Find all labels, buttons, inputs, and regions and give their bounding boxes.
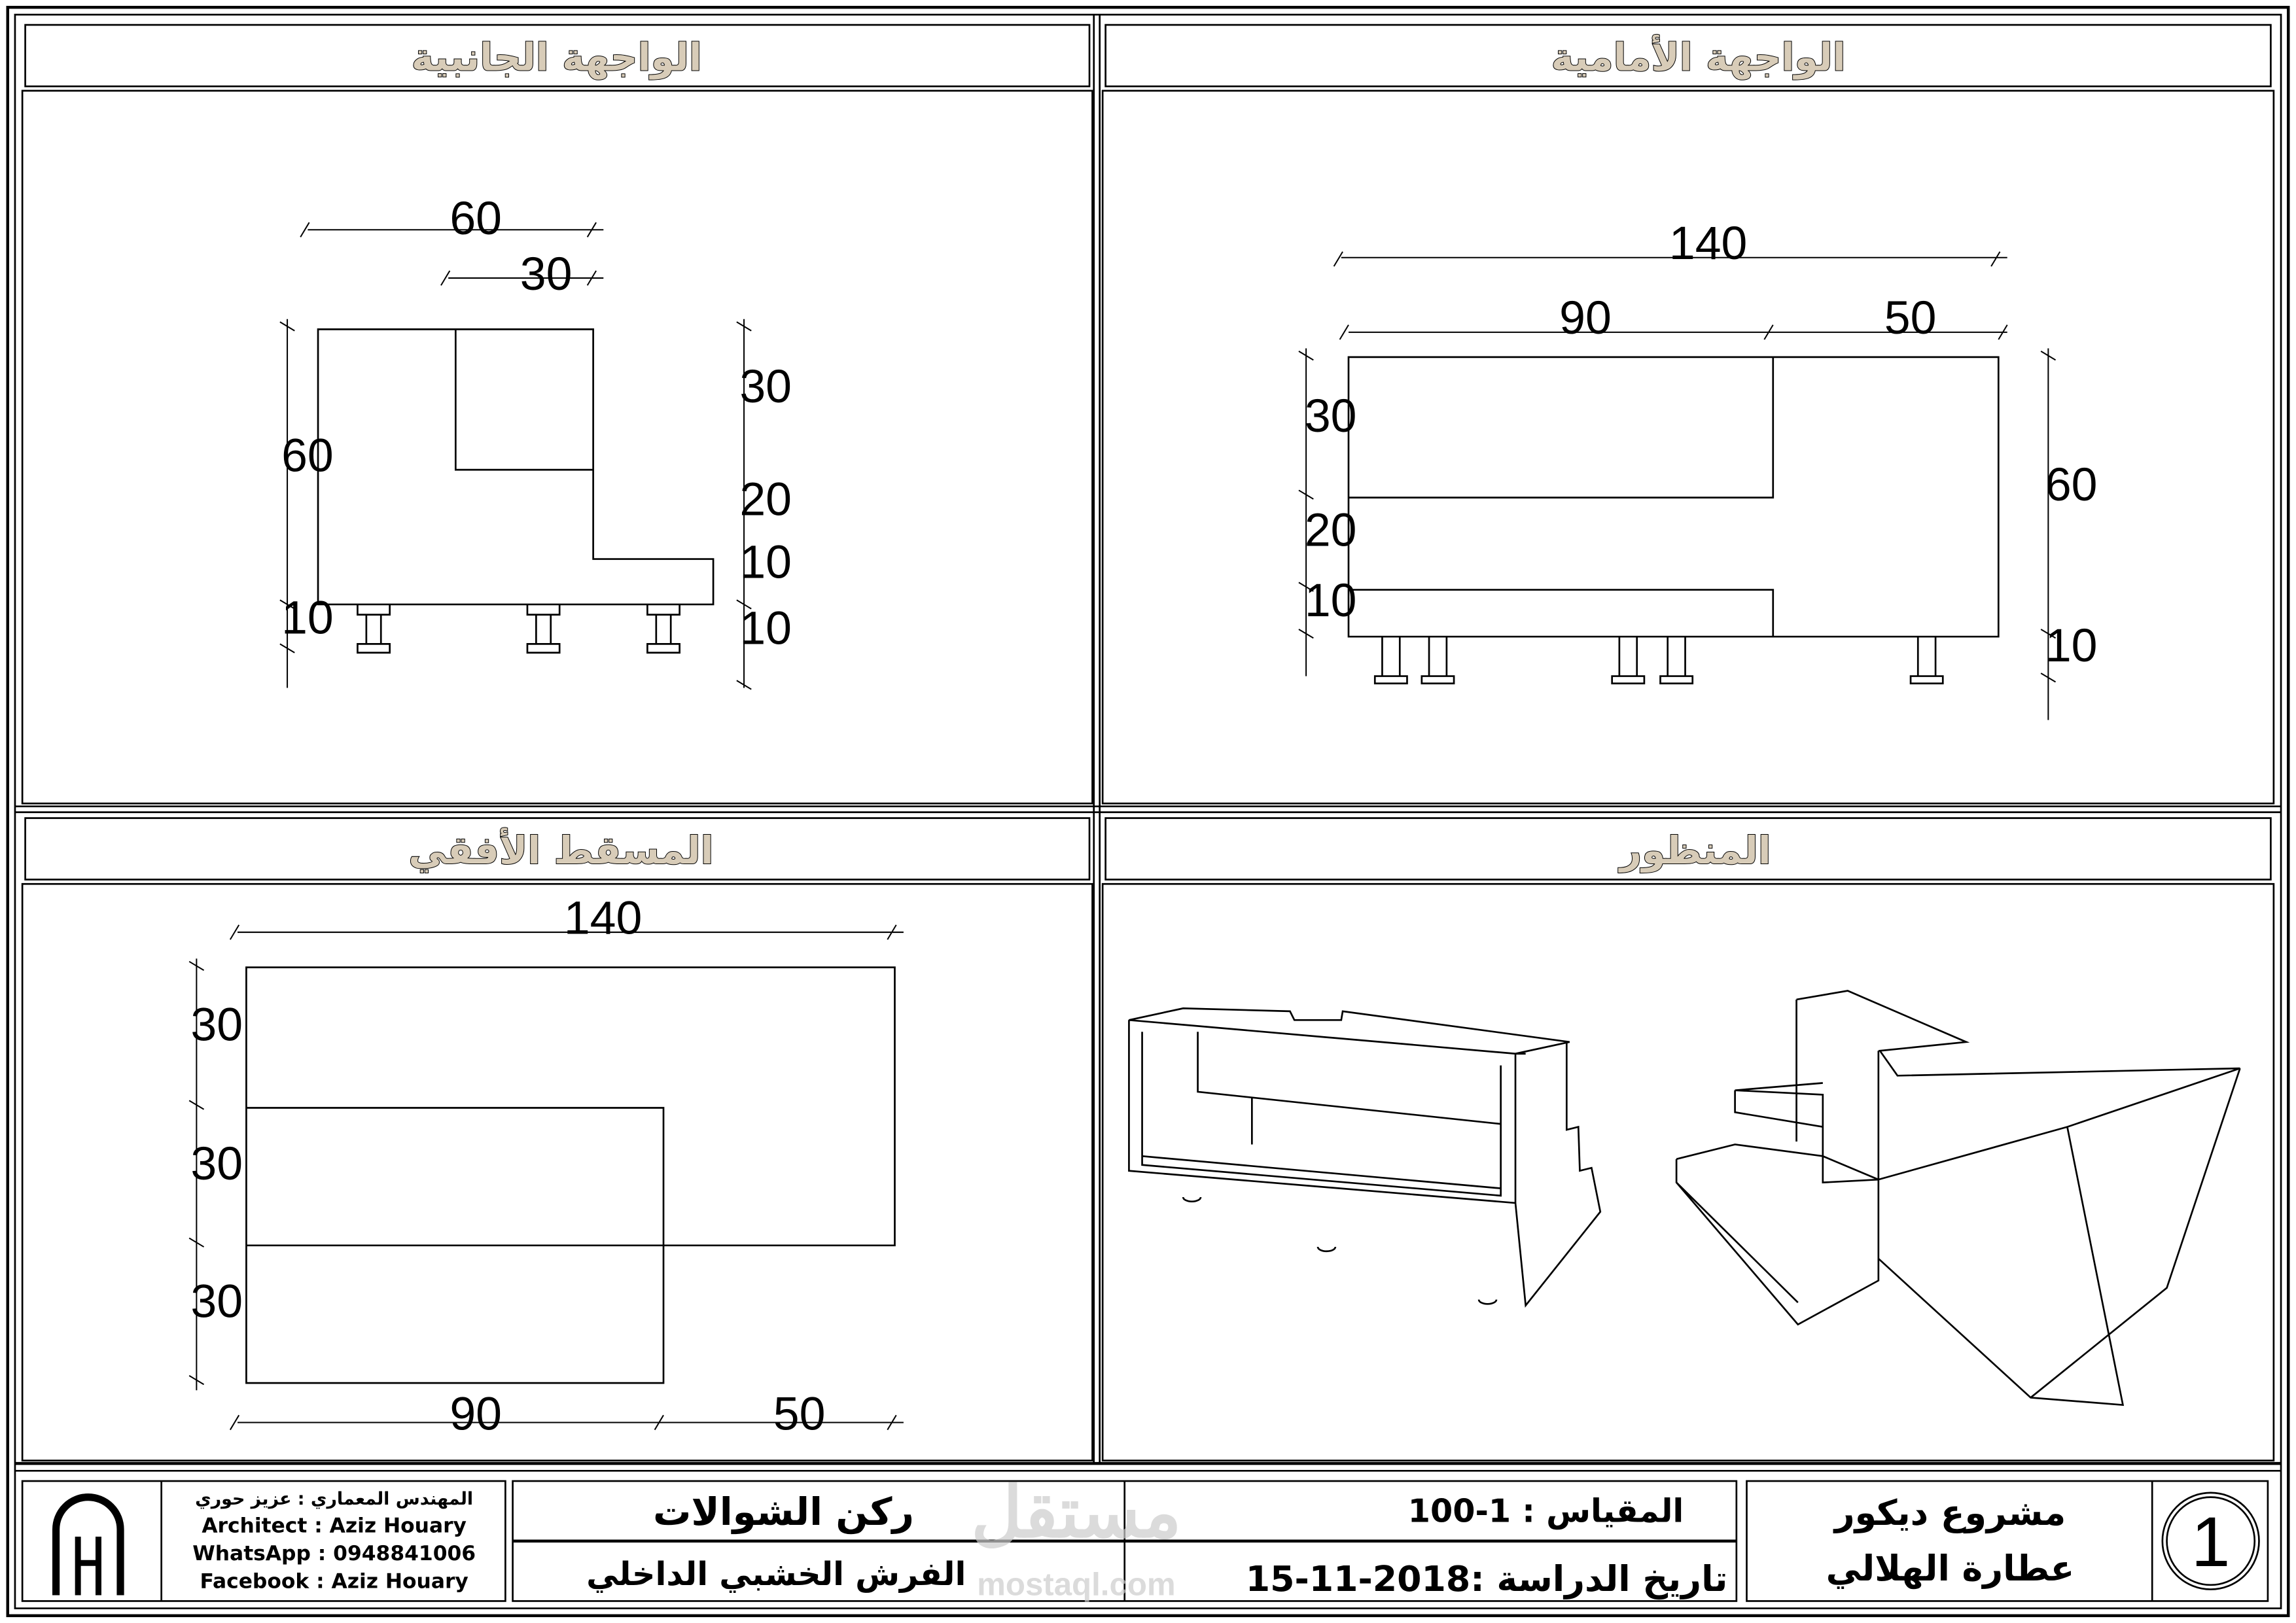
dim-label: 50 bbox=[773, 1387, 826, 1440]
dim-label: 90 bbox=[450, 1387, 503, 1440]
architect-whatsapp: WhatsApp : 0948841006 bbox=[192, 1541, 476, 1565]
perspective-title: المنظور bbox=[1619, 828, 1771, 873]
architect-facebook: Facebook : Aziz Houary bbox=[200, 1569, 468, 1594]
front-elevation-title: الواجهة الأمامية bbox=[1551, 35, 1846, 80]
dim-label: 60 bbox=[2045, 459, 2098, 512]
dim-label: 140 bbox=[1669, 217, 1748, 270]
plan-title: المسقط الأفقي bbox=[408, 828, 714, 873]
title-block bbox=[22, 1473, 2268, 1602]
leg-icon bbox=[357, 604, 679, 653]
dim-label: 10 bbox=[281, 591, 334, 644]
perspective-drawing bbox=[1129, 991, 2240, 1405]
dim-label: 20 bbox=[739, 473, 792, 526]
dim-label: 50 bbox=[1884, 292, 1937, 345]
dim-label: 10 bbox=[739, 536, 792, 589]
architect-logo-icon bbox=[56, 1497, 120, 1596]
dim-label: 140 bbox=[563, 892, 643, 945]
dim-label: 20 bbox=[1304, 504, 1357, 557]
dim-label: 60 bbox=[281, 429, 334, 482]
watermark: mostaql.com bbox=[977, 1566, 1176, 1603]
dim-label: 90 bbox=[1559, 292, 1612, 345]
dim-label: 10 bbox=[739, 602, 792, 655]
dim-label: 30 bbox=[1304, 389, 1357, 442]
scale-label: المقياس : 1-100 bbox=[1407, 1492, 1684, 1530]
dim-label: 30 bbox=[190, 998, 243, 1051]
architect-name-en: Architect : Aziz Houary bbox=[202, 1514, 467, 1538]
project-name-line2: عطارة الهلالي bbox=[1826, 1548, 2075, 1590]
dim-label: 30 bbox=[739, 360, 792, 413]
project-name-line1: مشروع ديكور bbox=[1834, 1492, 2066, 1534]
sheet-frame bbox=[8, 7, 2288, 1616]
dim-label: 30 bbox=[520, 247, 573, 300]
architect-name-ar: المهندس المعماري : عزيز حوري bbox=[195, 1488, 474, 1509]
study-date: تاريخ الدراسة :2018-11-15 bbox=[1245, 1558, 1728, 1599]
side-elevation-title: الواجهة الجانبية bbox=[411, 35, 702, 80]
watermark-ar: مستقل bbox=[971, 1473, 1182, 1552]
dim-label: 30 bbox=[190, 1275, 243, 1328]
dim-label: 10 bbox=[1304, 574, 1357, 627]
sheet-number: 1 bbox=[2191, 1502, 2231, 1581]
drawing-name: ركن الشوالات bbox=[652, 1490, 914, 1535]
plan-drawing bbox=[189, 892, 904, 1440]
leg-icon bbox=[1375, 637, 1943, 684]
dim-label: 30 bbox=[190, 1138, 243, 1191]
side-elevation-drawing bbox=[280, 192, 792, 689]
dim-label: 10 bbox=[2045, 620, 2098, 672]
front-elevation-drawing bbox=[1299, 217, 2098, 720]
drawing-subtitle: الفرش الخشبي الداخلي bbox=[586, 1554, 966, 1593]
dim-label: 60 bbox=[450, 192, 503, 245]
